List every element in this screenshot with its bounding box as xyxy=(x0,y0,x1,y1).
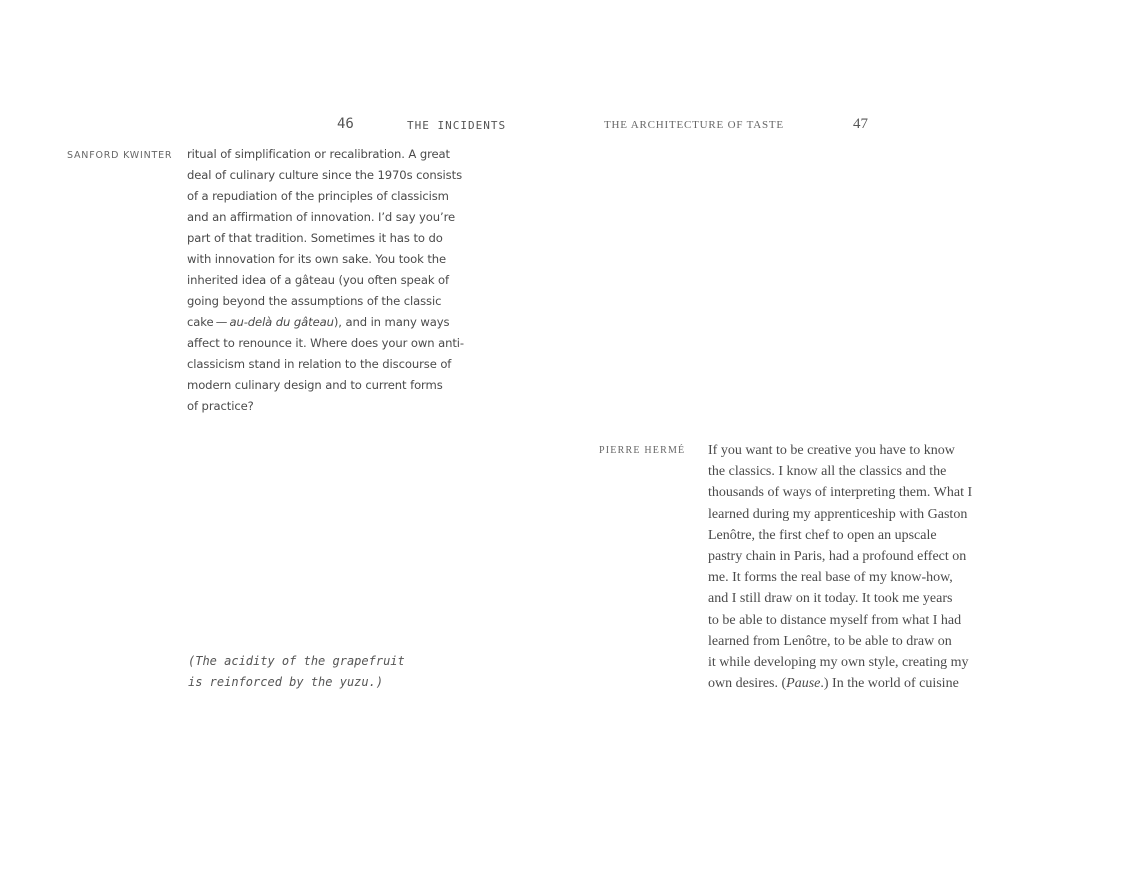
right-page-number: 47 xyxy=(853,116,868,132)
text-line: Lenôtre, the first chef to open an upscale xyxy=(708,527,937,543)
text-line: the classics. I know all the classics and the xyxy=(708,464,947,480)
left-running-head: THE INCIDENTS xyxy=(407,119,507,132)
text-line: and I still draw on it today. It took me years xyxy=(708,591,953,607)
right-body-text xyxy=(708,440,972,694)
text-line xyxy=(708,673,972,694)
stage-direction xyxy=(188,651,405,693)
left-body-text xyxy=(187,144,464,417)
stage-direction-line: (The acidity of the grapefruit xyxy=(188,654,405,668)
text-fragment: .) In the world of cuisine xyxy=(820,676,959,692)
text-line: with innovation for its own sake. You took the xyxy=(187,252,447,266)
text-line: part of that tradition. Sometimes it has to do xyxy=(187,231,443,245)
text-line: it while developing my own style, creating my xyxy=(708,655,969,671)
text-line: ritual of simplification or recalibration. A great xyxy=(187,147,450,161)
stage-direction-line: is reinforced by the yuzu.) xyxy=(188,675,384,689)
text-line: affect to renounce it. Where does your own anti- xyxy=(187,336,464,350)
text-line: If you want to be creative you have to know xyxy=(708,443,955,458)
text-line: and an affirmation of innovation. I’d say you’re xyxy=(187,210,456,224)
text-fragment: cake — xyxy=(187,315,230,329)
text-line: pastry chain in Paris, had a profound effect on xyxy=(708,549,967,565)
text-line: thousands of ways of interpreting them. What I xyxy=(708,485,973,501)
text-line xyxy=(187,312,464,333)
text-line: of a repudiation of the principles of classicism xyxy=(187,189,449,203)
speaker-label-right: PIERRE HERMÉ xyxy=(599,445,686,456)
text-line: learned from Lenôtre, to be able to draw on xyxy=(708,633,952,649)
text-line: classicism stand in relation to the discourse of xyxy=(187,357,452,371)
speaker-label-left: SANFORD KWINTER xyxy=(67,150,173,161)
text-fragment: own desires. ( xyxy=(708,676,787,692)
text-line: going beyond the assumptions of the classic xyxy=(187,294,442,308)
text-line: learned during my apprenticeship with Gaston xyxy=(708,506,968,522)
text-line: of practice? xyxy=(187,399,254,413)
text-line: inherited idea of a gâteau (you often speak of xyxy=(187,273,449,287)
text-line: me. It forms the real base of my know-how, xyxy=(708,570,953,586)
right-running-head: THE ARCHITECTURE OF TASTE xyxy=(604,119,784,131)
italic-phrase: au-delà du gâteau xyxy=(229,315,334,329)
text-line: deal of culinary culture since the 1970s consists xyxy=(187,168,463,182)
text-line: modern culinary design and to current forms xyxy=(187,378,443,392)
italic-word: Pause xyxy=(786,676,821,692)
text-fragment: ), and in many ways xyxy=(333,315,450,329)
left-page-number: 46 xyxy=(337,116,354,132)
text-line: to be able to distance myself from what I had xyxy=(708,612,962,628)
